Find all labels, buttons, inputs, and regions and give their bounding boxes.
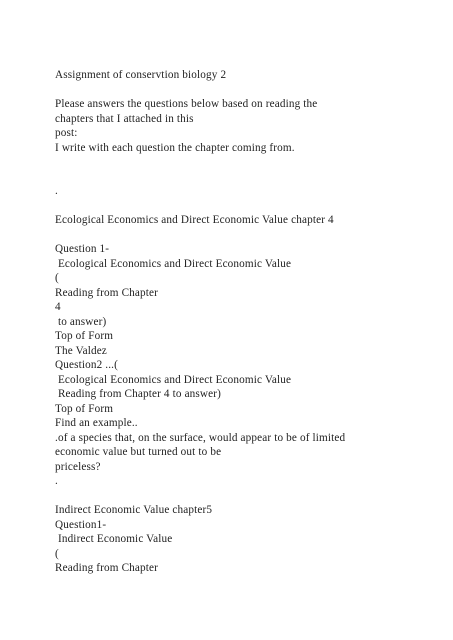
section1-line: Ecological Economics and Direct Economic Value xyxy=(55,373,292,386)
spacer xyxy=(55,83,435,98)
document-title: Assignment of conservtion biology 2 xyxy=(55,69,227,81)
section1-line: Question2 ...( xyxy=(55,359,119,371)
spacer xyxy=(55,155,435,184)
section1-line: Reading from Chapter xyxy=(55,286,159,299)
section1-line: Top of Form xyxy=(55,402,114,415)
section1-line: Question 1- xyxy=(55,243,110,255)
section2-line: Question1- xyxy=(55,518,107,531)
intro-line: chapters that I attached in this xyxy=(55,112,194,125)
section1-line: Find an example.. xyxy=(55,417,138,429)
section1-line: economic value but turned out to be xyxy=(55,446,222,458)
intro-line: Please answers the questions below based on reading the xyxy=(55,98,318,110)
intro-line: post: xyxy=(55,127,78,139)
spacer xyxy=(55,199,435,214)
section1-line: Ecological Economics and Direct Economic Value xyxy=(55,257,292,270)
section-heading-chapter-5: Indirect Economic Value chapter5 xyxy=(55,504,213,516)
section1-line: priceless? xyxy=(55,460,101,473)
separator: . xyxy=(55,475,58,487)
separator: . xyxy=(55,185,58,197)
section1-line: .of a species that, on the surface, would appear to be of limited xyxy=(55,431,346,444)
section-heading-chapter-4: Ecological Economics and Direct Economic Value chapter 4 xyxy=(55,214,334,226)
section1-line: The Valdez xyxy=(55,344,107,357)
section1-line: 4 xyxy=(55,301,61,313)
spacer xyxy=(55,228,435,243)
section2-line: Indirect Economic Value xyxy=(55,533,173,545)
section1-line: Reading from Chapter 4 to answer) xyxy=(55,388,222,400)
section1-line: to answer) xyxy=(55,315,107,328)
document-page xyxy=(55,68,435,576)
section2-line: Reading from Chapter xyxy=(55,562,159,574)
section1-line: ( xyxy=(55,272,59,284)
spacer xyxy=(55,489,435,504)
section1-line: Top of Form xyxy=(55,330,114,342)
section2-line: ( xyxy=(55,547,59,560)
intro-line: I write with each question the chapter coming from. xyxy=(55,141,295,154)
